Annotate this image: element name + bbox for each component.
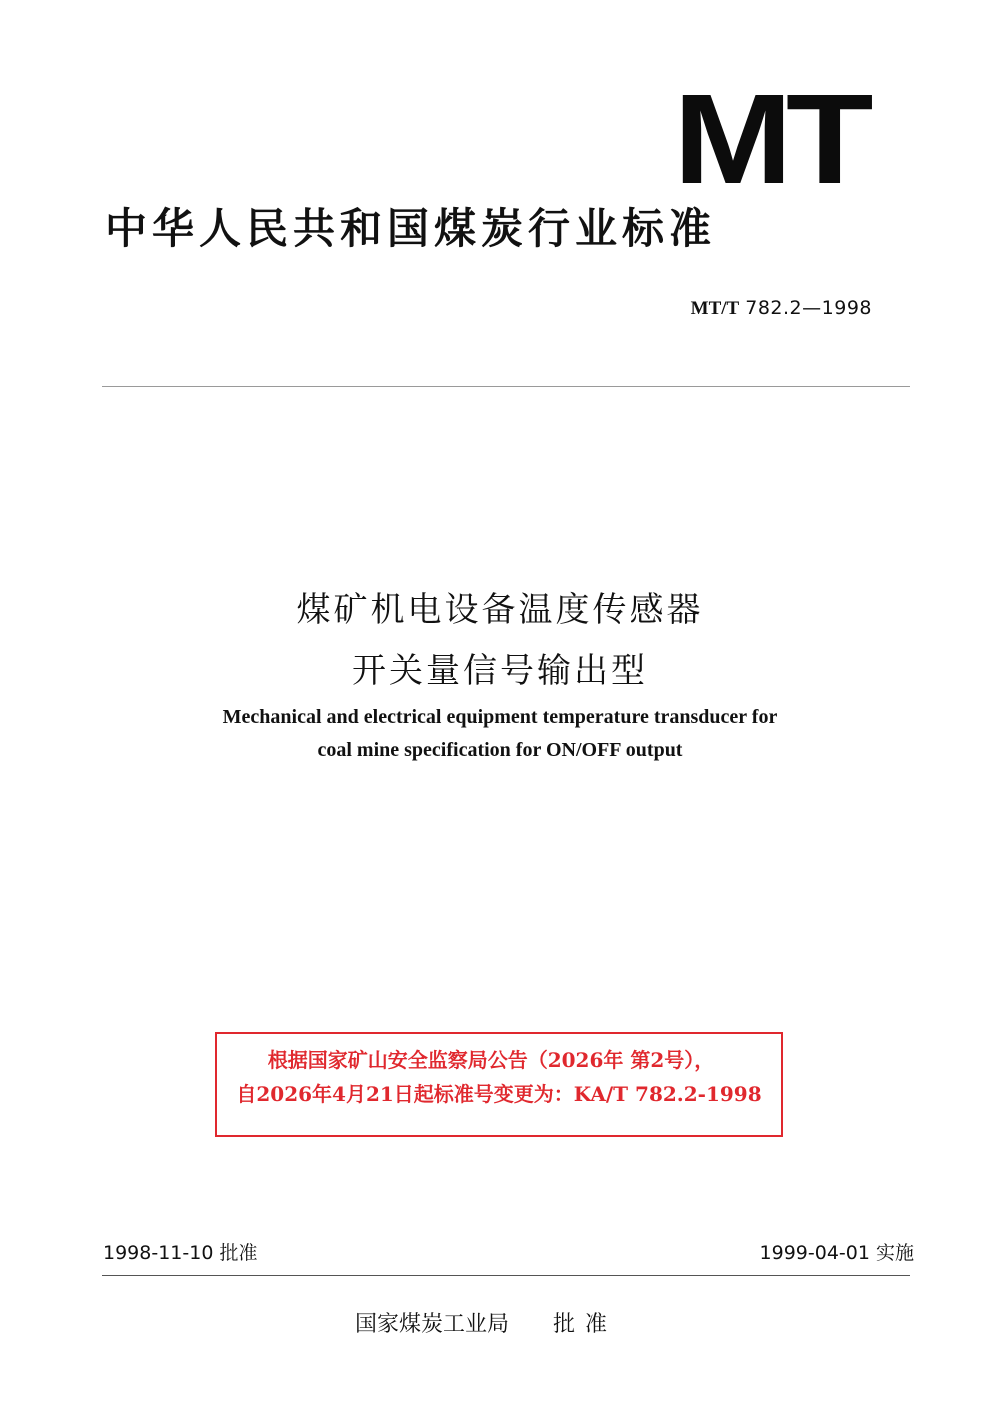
notice-line-2: 自2026年4月21日起标准号变更为：KA/T 782.2-1998	[236, 1082, 762, 1106]
issuer-name: 国家煤炭工业局	[355, 1312, 510, 1337]
standard-number	[691, 297, 872, 320]
mt-logo: MT	[673, 68, 867, 211]
number-change-notice	[215, 1032, 783, 1137]
chinese-title-line-1: 煤矿机电设备温度传感器	[296, 590, 704, 630]
standard-category-title: 中华人民共和国煤炭行业标准	[105, 204, 717, 253]
issuer-action: 批准	[553, 1312, 618, 1337]
header-divider	[102, 386, 910, 387]
standard-number-value: 782.2—1998	[745, 297, 872, 319]
english-title-line-1: Mechanical and electrical equipment temperature transducer for	[222, 706, 778, 728]
footer-divider	[102, 1275, 910, 1276]
chinese-title-line-2: 开关量信号输出型	[352, 651, 648, 691]
approval-date: 1998-11-10 批准	[103, 1242, 258, 1264]
standard-code: MT/T	[690, 298, 740, 319]
issuing-authority	[355, 1307, 617, 1338]
english-title-line-2: coal mine specification for ON/OFF output	[317, 739, 683, 761]
notice-line-1: 根据国家矿山安全监察局公告（2026年 第2号），	[267, 1048, 715, 1072]
implementation-date: 1999-04-01 实施	[759, 1242, 914, 1264]
